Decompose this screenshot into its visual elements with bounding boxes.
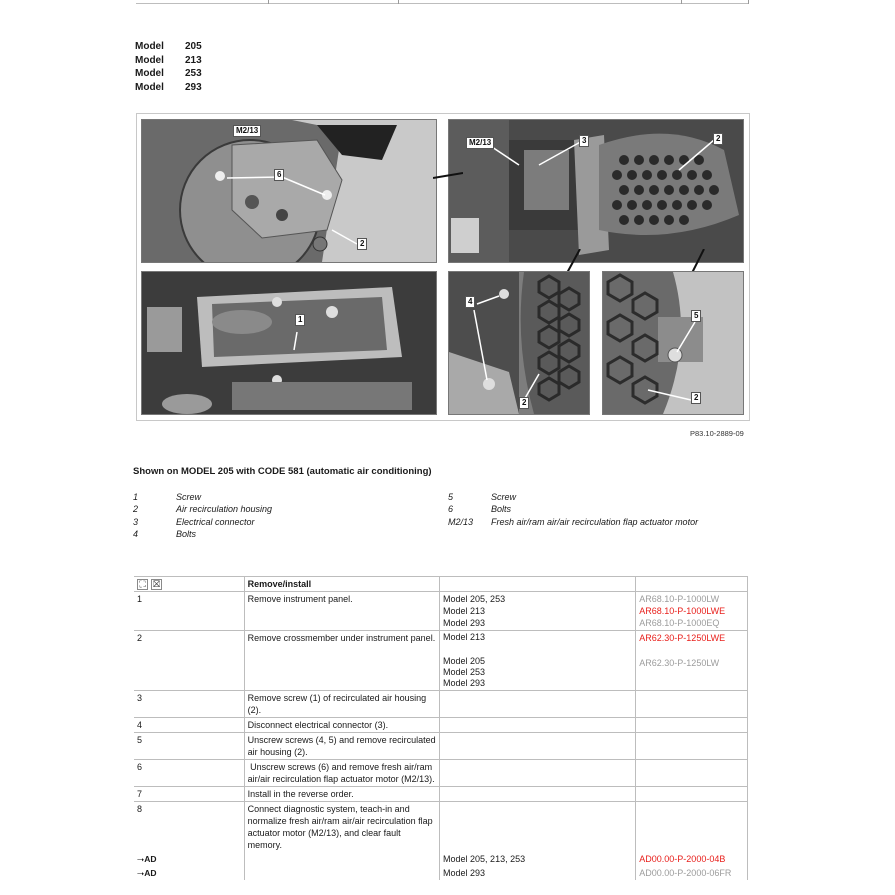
- collapse-icon[interactable]: ⛝: [151, 579, 162, 590]
- connector-line: [433, 169, 463, 181]
- callout-2: 2: [691, 392, 701, 404]
- model-row: Model 205: [135, 41, 202, 52]
- photo-screws-4: [448, 271, 590, 415]
- legend-item: 5 Screw: [448, 492, 517, 502]
- connector-lines: [562, 249, 712, 273]
- table-row: 7 Install in the reverse order.: [134, 787, 748, 802]
- reference-link[interactable]: AR68.10-P-1000LWE: [639, 606, 726, 616]
- legend-item: 3 Electrical connector: [133, 516, 255, 527]
- reference-link[interactable]: AD00.00-P-2000-06FR: [636, 866, 748, 880]
- expand-icon[interactable]: ⛶: [137, 579, 148, 590]
- model-list: [135, 40, 202, 94]
- table-row: 3 Remove screw (1) of recirculated air housing (2).: [134, 691, 748, 718]
- photo-actuator-motor: [141, 119, 437, 263]
- legend-item: 4 Bolts: [133, 528, 197, 539]
- table-row: 1 Remove instrument panel. Model 205, 253 Model 213 Model 293 AR68.10-P-1000LW AR68.10-P-1000LWE AR68.10-P-1000EQ: [134, 592, 748, 631]
- procedure-table: [134, 576, 748, 880]
- table-divider: [398, 0, 399, 4]
- reference-link[interactable]: AR62.30-P-1250LWE: [639, 633, 726, 643]
- ad-row: ⭢AD Model 293 AD00.00-P-2000-06FR: [134, 866, 748, 880]
- figure-code: P83.10-2889-09: [690, 429, 744, 438]
- legend-item: 1 Screw: [133, 492, 202, 502]
- figure-caption: Shown on MODEL 205 with CODE 581 (automatic air conditioning): [133, 466, 432, 477]
- reference-link[interactable]: AR68.10-P-1000EQ: [639, 618, 720, 628]
- table-row: 6 Unscrew screws (6) and remove fresh air/ram air/air recirculation flap actuator motor (M2/13).: [134, 760, 748, 787]
- table-header-row: [134, 577, 748, 592]
- model-row: Model 293: [135, 81, 202, 93]
- table-divider: [268, 0, 269, 4]
- reference-link[interactable]: AR68.10-P-1000LW: [639, 594, 720, 604]
- callout-2: 2: [357, 238, 367, 250]
- callout-2: 2: [519, 397, 529, 409]
- callout-6: 6: [274, 169, 284, 181]
- callout-m2-13: M2/13: [233, 125, 261, 137]
- photo-installed-housing: [448, 119, 744, 263]
- table-divider: [748, 0, 749, 4]
- legend-left: [133, 491, 272, 540]
- table-row: 4 Disconnect electrical connector (3).: [134, 718, 748, 733]
- table-row: 5 Unscrew screws (4, 5) and remove recirculated air housing (2).: [134, 733, 748, 760]
- table-row: 8 Connect diagnostic system, teach-in and normalize fresh air/ram air/air recirculation flap actuator motor (M2/13), and clear fault memory.: [134, 802, 748, 853]
- diagnosis-icon: ⭢: [137, 868, 145, 878]
- reference-link[interactable]: AR62.30-P-1250LW: [639, 658, 720, 668]
- legend-item: M2/13 Fresh air/ram air/air recirculation flap actuator motor: [448, 516, 699, 527]
- photo-recirculation-housing: [141, 271, 437, 415]
- callout-1: 1: [295, 314, 305, 326]
- legend-item: 2 Air recirculation housing: [133, 504, 273, 515]
- legend-right: [448, 491, 698, 528]
- diagnosis-icon: ⭢: [137, 854, 145, 864]
- callout-2: 2: [713, 133, 723, 145]
- reference-link[interactable]: AD00.00-P-2000-04B: [636, 852, 748, 866]
- table-divider: [681, 0, 682, 4]
- callout-m2-13: M2/13: [466, 137, 494, 149]
- table-row: 2 Remove crossmember under instrument panel. Model 213 Model 205 Model 253 Model 293 AR62.30-P-1250LWE AR62.30-P-1250LW: [134, 631, 748, 691]
- previous-table-bottom-border: [136, 0, 748, 4]
- model-row: Model 253: [135, 68, 202, 79]
- callout-3: 3: [579, 135, 589, 147]
- ad-row: ⭢AD Model 205, 213, 253 AD00.00-P-2000-04B: [134, 852, 748, 866]
- table-header-title: Remove/install: [244, 577, 439, 592]
- callout-5: 5: [691, 310, 701, 322]
- photo-screw-5: [602, 271, 744, 415]
- callout-4: 4: [465, 296, 475, 308]
- component-figure: [136, 113, 750, 421]
- model-row: Model 213: [135, 54, 202, 66]
- legend-item: 6 Bolts: [448, 504, 512, 515]
